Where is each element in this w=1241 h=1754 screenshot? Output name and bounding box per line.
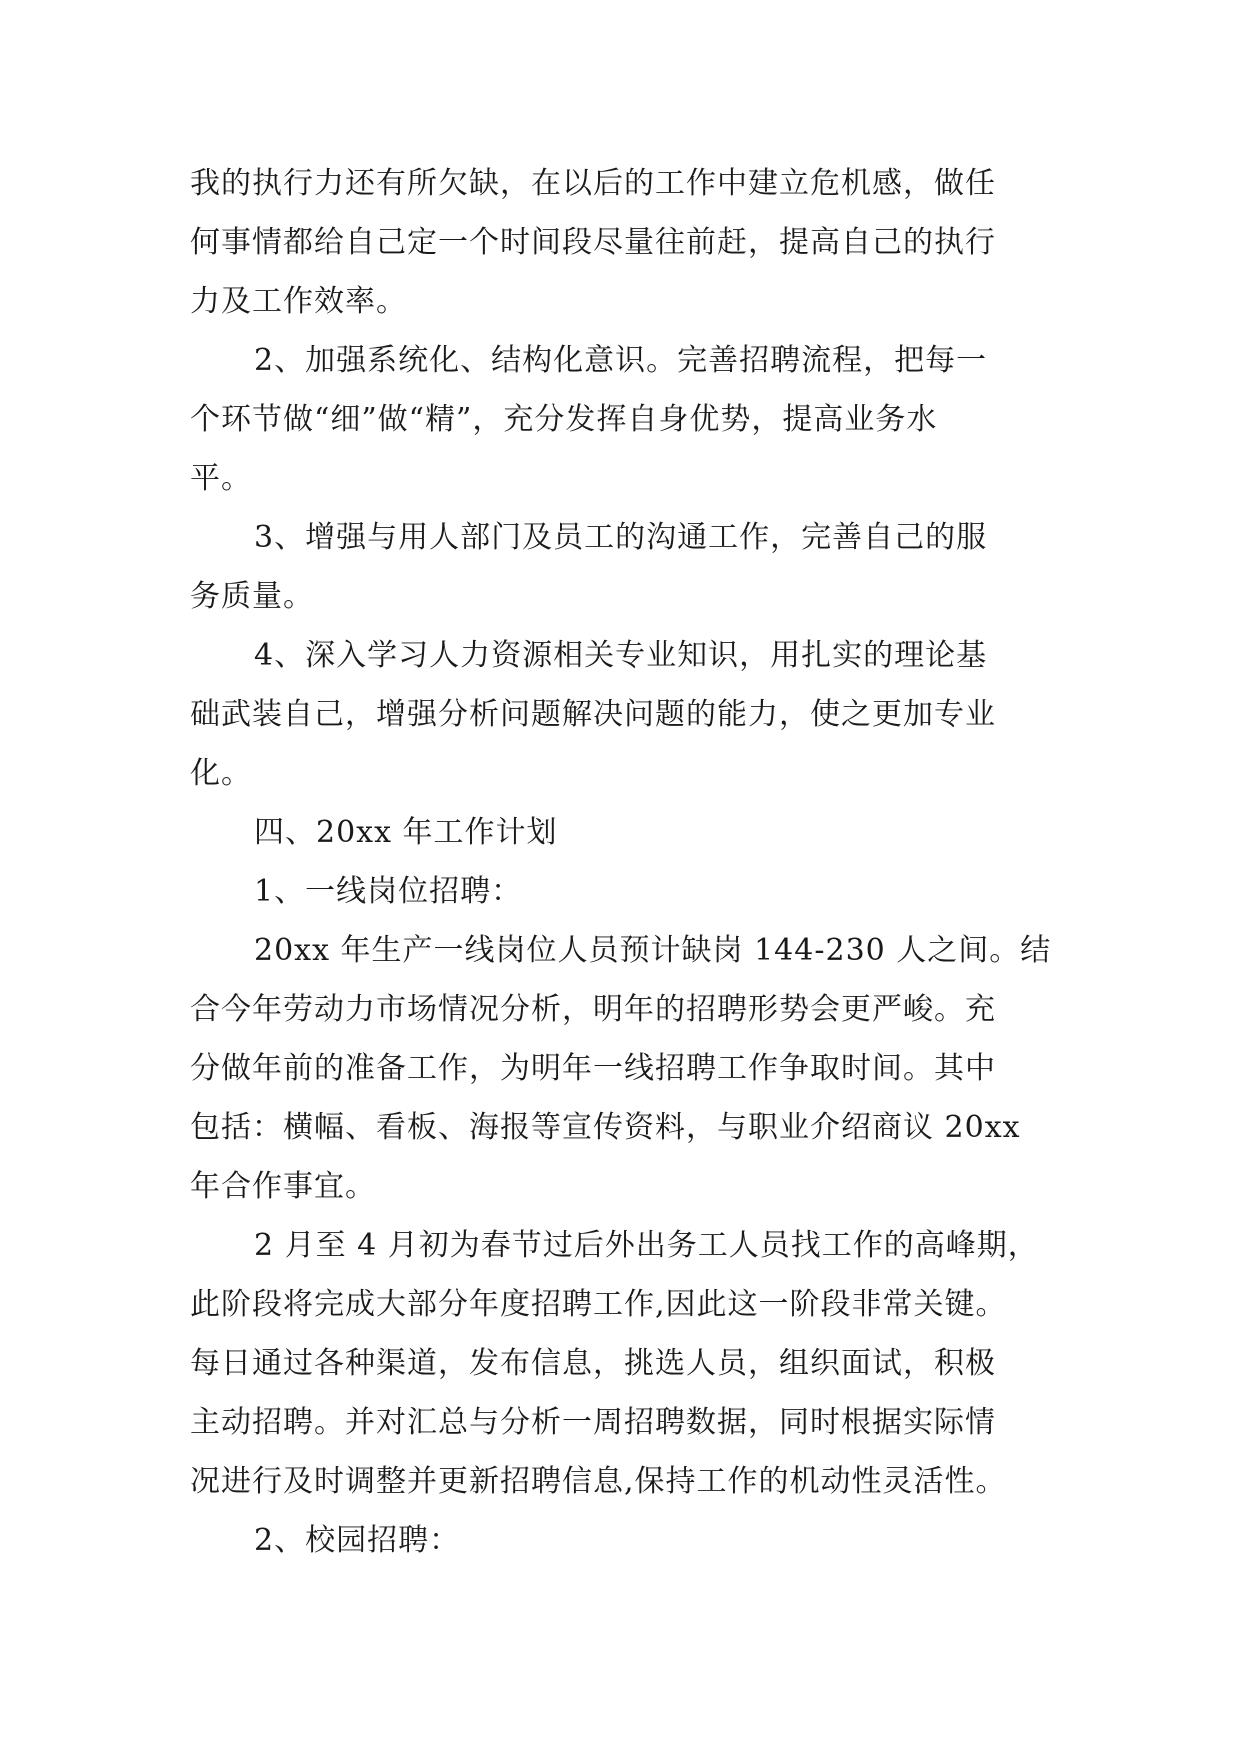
text-line: 力及工作效率。	[190, 284, 407, 319]
text-line: 平。	[190, 461, 252, 496]
text-line: 主动招聘。并对汇总与分析一周招聘数据，同时根据实际情	[190, 1405, 996, 1440]
text-line: 年合作事宜。	[190, 1169, 376, 1204]
text-line: 我的执行力还有所欠缺，在以后的工作中建立危机感，做任	[190, 166, 996, 201]
text-line: 20xx 年生产一线岗位人员预计缺岗 144-230 人之间。结	[254, 933, 1052, 968]
subsection-heading: 1、一线岗位招聘：	[254, 874, 523, 909]
text-line: 2 月至 4 月初为春节过后外出务工人员找工作的高峰期，	[254, 1228, 1039, 1263]
text-line: 础武装自己，增强分析问题解决问题的能力，使之更加专业	[190, 697, 996, 732]
text-line: 2、加强系统化、结构化意识。完善招聘流程，把每一	[254, 343, 988, 378]
text-line: 分做年前的准备工作，为明年一线招聘工作争取时间。其中	[190, 1051, 996, 1086]
text-line: 合今年劳动力市场情况分析，明年的招聘形势会更严峻。充	[190, 992, 996, 1027]
text-line: 个环节做“细”做“精”，充分发挥自身优势，提高业务水	[190, 402, 938, 437]
text-line: 3、增强与用人部门及员工的沟通工作，完善自己的服	[254, 520, 988, 555]
text-line: 包括：横幅、看板、海报等宣传资料，与职业介绍商议 20xx	[190, 1110, 1021, 1145]
text-line: 化。	[190, 756, 252, 791]
subsection-heading: 2、校园招聘：	[254, 1523, 461, 1558]
text-line: 每日通过各种渠道，发布信息，挑选人员，组织面试，积极	[190, 1346, 996, 1381]
text-line: 务质量。	[190, 579, 314, 614]
text-line: 况进行及时调整并更新招聘信息,保持工作的机动性灵活性。	[190, 1464, 1007, 1499]
text-line: 此阶段将完成大部分年度招聘工作,因此这一阶段非常关键。	[190, 1287, 1007, 1322]
text-line: 何事情都给自己定一个时间段尽量往前赶，提高自己的执行	[190, 225, 996, 260]
text-line: 4、深入学习人力资源相关专业知识，用扎实的理论基	[254, 638, 988, 673]
section-heading: 四、20xx 年工作计划	[254, 815, 558, 850]
